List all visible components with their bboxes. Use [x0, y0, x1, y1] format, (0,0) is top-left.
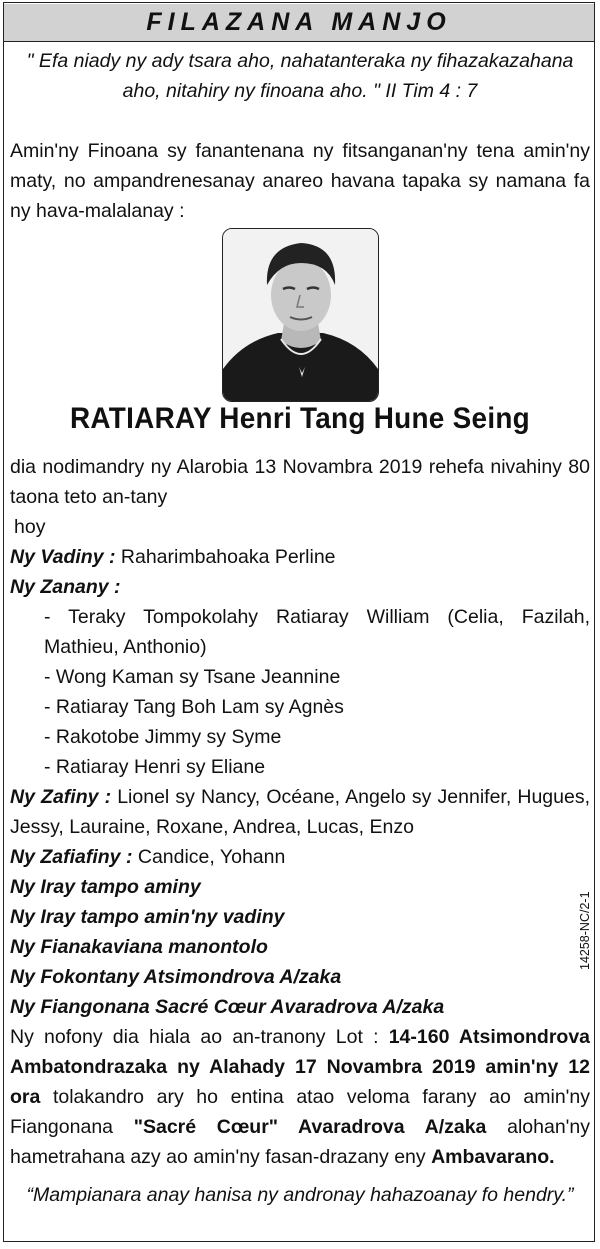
family-line-fianakaviana: Ny Fianakaviana manontolo [10, 936, 268, 958]
zanany-item-5: - Ratiaray Henri sy Eliane [44, 756, 266, 778]
portrait-image [223, 229, 378, 401]
zanany-item-3: - Ratiaray Tang Boh Lam sy Agnès [44, 696, 344, 718]
funeral-church: "Sacré Cœur" Avaradrova A/zaka [133, 1116, 487, 1138]
zafiny-label: Ny Zafiny : [10, 786, 112, 808]
family-line-fokontany: Ny Fokontany Atsimondrova A/zaka [10, 966, 342, 988]
funeral-burial-place: Ambavarano. [431, 1146, 555, 1168]
zafiny-row [10, 782, 590, 842]
zanany-label: Ny Zanany : [10, 576, 121, 598]
funeral-details [10, 1022, 590, 1172]
vadiny-label: Ny Vadiny : [10, 546, 116, 568]
zanany-item-4: - Rakotobe Jimmy sy Syme [44, 726, 282, 748]
bible-verse-line-2: aho, nitahiry ny finoana aho. " II Tim 4 : 7 [122, 80, 478, 102]
zanany-item-2: - Wong Kaman sy Tsane Jeannine [44, 666, 341, 688]
vadiny-value: Raharimbahoaka Perline [120, 546, 336, 568]
bible-verse [10, 46, 590, 106]
family-line-fiangonana: Ny Fiangonana Sacré Cœur Avaradrova A/zaka [10, 996, 445, 1018]
zafiny-value: Lionel sy Nancy, Océane, Angelo sy Jennifer, Hugues, Jessy, Lauraine, Roxane, Andrea, Lucas, Enzo [10, 786, 590, 838]
intro-section [10, 46, 590, 226]
reference-code: 14258-NC/2-1 [578, 891, 592, 970]
funeral-text-1: Ny nofony dia hiala ao an-tranony Lot : [10, 1026, 389, 1048]
notice-title: FILAZANA MANJO [146, 8, 452, 36]
funeral-address-date: 14-160 Atsimondrova Ambatondrazaka ny Alahady 17 Novambra 2019 amin'ny 12 ora [10, 1026, 591, 1108]
closing-quote: “Mampianara anay hanisa ny andronay hahazoanay fo hendry.” [26, 1184, 574, 1206]
deceased-name: RATIARAY Henri Tang Hune Seing [69, 402, 531, 435]
funeral-text-2: tolakandro ary ho entina atao veloma farany ao amin'ny Fiangonana [10, 1086, 590, 1138]
funeral-text-3: alohan'ny hametrahana azy ao amin'ny fasan-drazany eny [10, 1116, 590, 1168]
hoy-text: hoy [14, 516, 46, 538]
portrait-photo [222, 228, 379, 402]
intro-paragraph: Amin'ny Finoana sy fanantenana ny fitsanganan'ny tena amin'ny maty, no ampandrenesanay anareo havana tapaka sy namana fa ny hava-malalanay : [10, 140, 590, 222]
notice-body [10, 452, 590, 1022]
death-announcement: dia nodimandry ny Alarobia 13 Novambra 2019 rehefa nivahiny 80 taona teto an-tany [10, 456, 590, 508]
bible-verse-line-1: " Efa niady ny ady tsara aho, nahatanteraka ny fihazakazahana [26, 50, 574, 72]
zafiafiny-row [10, 842, 590, 872]
family-line-iray-tampo: Ny Iray tampo aminy [10, 876, 201, 898]
zafiafiny-label: Ny Zafiafiny : [10, 846, 133, 868]
header-bar [4, 4, 594, 42]
vadiny-row [10, 542, 590, 572]
family-line-iray-tampo-vadiny: Ny Iray tampo amin'ny vadiny [10, 906, 285, 928]
zafiafiny-value: Candice, Yohann [137, 846, 286, 868]
zanany-item-1: - Teraky Tompokolahy Ratiaray William (Celia, Fazilah, Mathieu, Anthonio) [44, 606, 590, 658]
